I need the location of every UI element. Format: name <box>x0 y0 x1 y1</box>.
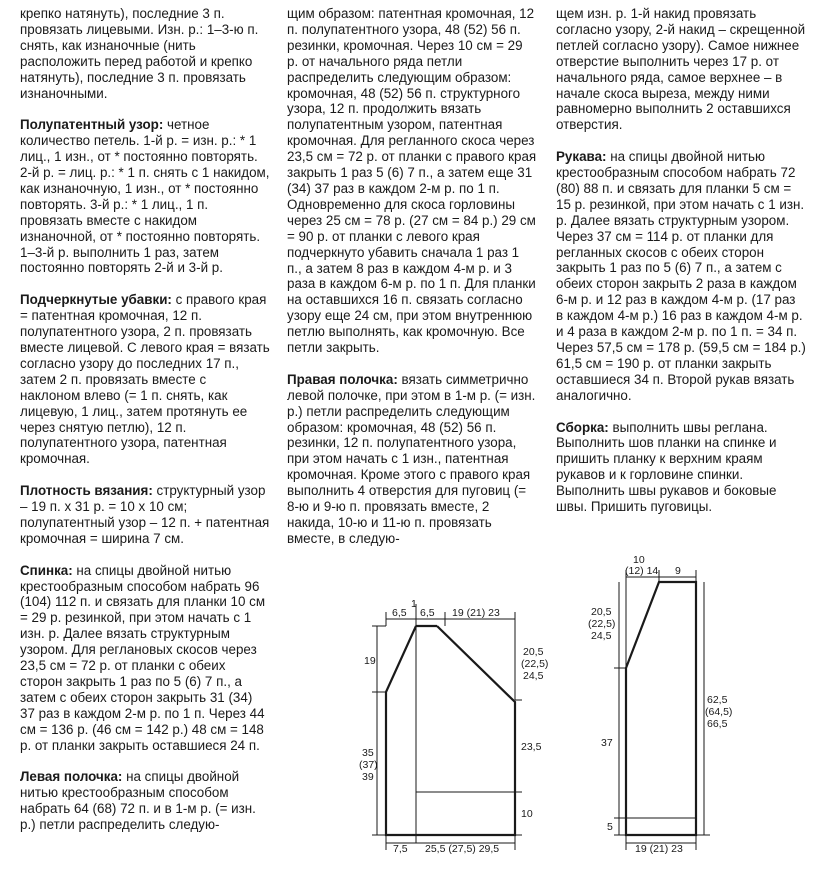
dim-top-one: 1 <box>411 598 417 610</box>
section-title: Рукава: <box>556 149 607 165</box>
dim-sleeve-top-1: 10 <box>633 554 645 566</box>
paragraph-buttonholes: щем изн. р. 1-й накид провязать согласно узору, 2-й накид – скрещенной петлей согласно узору). Самое нижнее отверстие выполнить через 17 р. от начального ряда, самое верхнее – в начале скоса выреза, между ними равномерно выполнить 2 оставшихся отверстия. <box>556 6 806 133</box>
dim-top-left: 6,5 <box>392 607 407 619</box>
paragraph-gauge: Плотность вязания: структурный узор – 19 п. х 31 р. = 10 х 10 см; полупатентный узор – 12 п. + патентная кромочная = ширина 7 см. <box>20 483 270 546</box>
section-title: Подчеркнутые убавки: <box>20 292 172 308</box>
section-title: Полупатентный узор: <box>20 117 164 133</box>
dim-top-right: 19 (21) 23 <box>452 607 500 619</box>
body-outline <box>386 626 515 835</box>
paragraph-assembly: Сборка: выполнить швы реглана. Выполнить шов планки на спинке и пришить планку к верхним краям рукавов и к горловине спинки. Выполнить швы рукавов и боковые швы. Пришить пуговицы. <box>556 419 777 515</box>
dim-sleeve-left-mid: 37 <box>601 737 613 749</box>
dim-bottom-left: 7,5 <box>393 843 408 855</box>
dim-left-upper: 19 <box>364 655 376 667</box>
section-title: Спинка: <box>20 562 73 578</box>
body-schematic <box>359 598 548 855</box>
dim-sleeve-top-2: (12) 14 <box>625 565 659 577</box>
dim-right-upper-2: (22,5) <box>521 658 549 670</box>
dim-right-mid: 23,5 <box>521 741 542 753</box>
paragraph-back: Спинка: на спицы двойной нитью крестообразным способом набрать 96 (104) 112 п. и связать для планки 10 см = 29 р. резинкой, при этом начать с 1 изн. р. Далее вязать структурным узором. Для реглановых скосов через 23,5 см = 72 р. от планки с обеих сторон закрыть 1 раз по 5 (6) 7 п., а затем с обеих сторон закрыть 31 (34) 37 раз в каждом 2-м р. по 1 п. Через 44 см = 136 р. (46 см = 142 р.) 48 см = 148 р. от планки закрыть оставшиеся 24 п. <box>20 562 266 753</box>
dim-sleeve-bottom: 19 (21) 23 <box>635 843 683 855</box>
paragraph-left-front-continued: щим образом: патентная кромочная, 12 п. полупатентного узора, 48 (52) 56 п. резинки, кромочная. Через 10 см = 29 р. от начального ряда петли распределить следующим образом: кромочная, 48 (52) 56 п. структурного узора, 12 п. продолжить вязать полупатентным узором, патентная кромочная. Для регланного скоса через 23,5 см = 72 р. от планки с правого края закрыть 1 раз 5 (6) 7 п., а затем еще 31 (34) 37 раз в каждом 2-м р. по 1 п. Одновременно для скоса горловины через 25 см = 78 р. (27 см = 84 р.) 29 см = 90 р. от планки с левого края подчеркнуто убавить сначала 1 раз 1 п., а затем 8 раз в каждом 4-м р. и 3 раза в каждом 6-м р. по 1 п. Для планки на оставшихся 16 п. связать согласно узору еще 24 см, при этом внутреннюю петлю выполнять, как кромочную. Все петли закрыть. <box>287 6 537 356</box>
dim-sleeve-left-upper-1: 20,5 <box>591 606 612 618</box>
section-title: Правая полочка: <box>287 371 398 387</box>
paragraph-half-fisherman-rib: Полупатентный узор: четное количество петель. 1-й р. = изн. р.: * 1 лиц., 1 изн., от * постоянно повторять. 2-й р. = лиц. р.: * 1 п. снять с 1 накидом, как изнаночную, 1 изн., от * постоянно повторять. 3-й р.: * 1 лиц., 1 п. провязать вместе с накидом изнаночной, от * постоянно повторять. 1–3-й р. выполнить 1 раз, затем постоянно повторять 2-й и 3-й р. <box>20 117 270 276</box>
paragraph-edge-stitch: крепко натянуть), последние 3 п. провязать лицевыми. Изн. р.: 1–3-ю п. снять, как изнаночные (нить расположить перед работой и крепко натянуть), последние 3 п. провязать изнаночными. <box>20 6 259 101</box>
section-title: Левая полочка: <box>20 769 123 785</box>
dim-sleeve-left-bottom: 5 <box>607 821 613 833</box>
paragraph-right-front: Правая полочка: вязать симметрично левой полочке, при этом в 1-м р. (= изн. р.) петли распределить следующим образом: кромочная, 48 (52) 56 п. резинки, 12 п. полупатентного узора, при этом начать с 1 изн., патентная кромочная. Кроме этого с правого края выполнить 4 отверстия для пуговиц (= 8-ю и 9-ю п. провязать вместе, 2 накида, 10-ю и 11-ю п. провязать вместе, в следую- <box>287 371 536 546</box>
dim-right-upper-1: 20,5 <box>523 646 544 658</box>
section-title: Плотность вязания: <box>20 483 153 499</box>
dim-sleeve-right-3: 66,5 <box>707 718 728 730</box>
paragraph-left-front: Левая полочка: на спицы двойной нитью крестообразным способом набрать 64 (68) 72 п. и в 1-м р. (= изн. р.) петли распределить следую- <box>20 769 256 833</box>
dim-right-upper-3: 24,5 <box>523 670 544 682</box>
sleeve-outline <box>626 582 696 835</box>
dim-sleeve-left-upper-2: (22,5) <box>588 618 616 630</box>
paragraph-fully-fashioned-decreases: Подчеркнутые убавки: с правого края = патентная кромочная, 12 п. полупатентного узора, 2 п. провязать вместе лицевой. С левого края = вязать согласно узору до последних 17 п., затем 2 п. провязать вместе с наклоном влево (= 1 п. снять, как лицевую, 1 лиц., затем протянуть ее через снятую петлю), 12 п. полупатентного узора, патентная кромочная. <box>20 292 270 467</box>
dim-left-lower-2: (37) <box>359 759 378 771</box>
dim-bottom-right: 25,5 (27,5) 29,5 <box>425 843 500 855</box>
dim-sleeve-top-3: 9 <box>675 565 681 577</box>
dim-sleeve-left-upper-3: 24,5 <box>591 630 612 642</box>
dim-top-mid: 6,5 <box>420 607 435 619</box>
paragraph-sleeves: Рукава: на спицы двойной нитью крестообразным способом набрать 72 (80) 88 п. и связать для планки 5 см = 15 р. резинкой, при этом начать с 1 изн. р. Далее вязать структурным узором. Через 37 см = 114 р. от планки для регланных скосов с обеих сторон закрыть 1 раз по 5 (6) 7 п., а затем с обеих сторон закрыть 2 раза в каждом 6-м р. и 12 раз в каждом 4-м р. (17 раз в каждом 4-м р.) 16 раз в каждом 4-м р. и 4 раза в каждом 2-м р. по 1 п. = 34 п. Через 57,5 см = 178 р. (59,5 см = 184 р.) 61,5 см = 190 р. от планки закрыть оставшиеся 34 п. Второй рукав вязать аналогично. <box>556 149 806 403</box>
sleeve-schematic <box>588 554 732 855</box>
dim-left-lower-1: 35 <box>362 747 374 759</box>
dim-sleeve-right-1: 62,5 <box>707 694 728 706</box>
dim-sleeve-right-2: (64,5) <box>705 706 733 718</box>
dim-left-lower-3: 39 <box>362 771 374 783</box>
dim-right-bottom: 10 <box>521 808 533 820</box>
section-title: Сборка: <box>556 419 609 435</box>
